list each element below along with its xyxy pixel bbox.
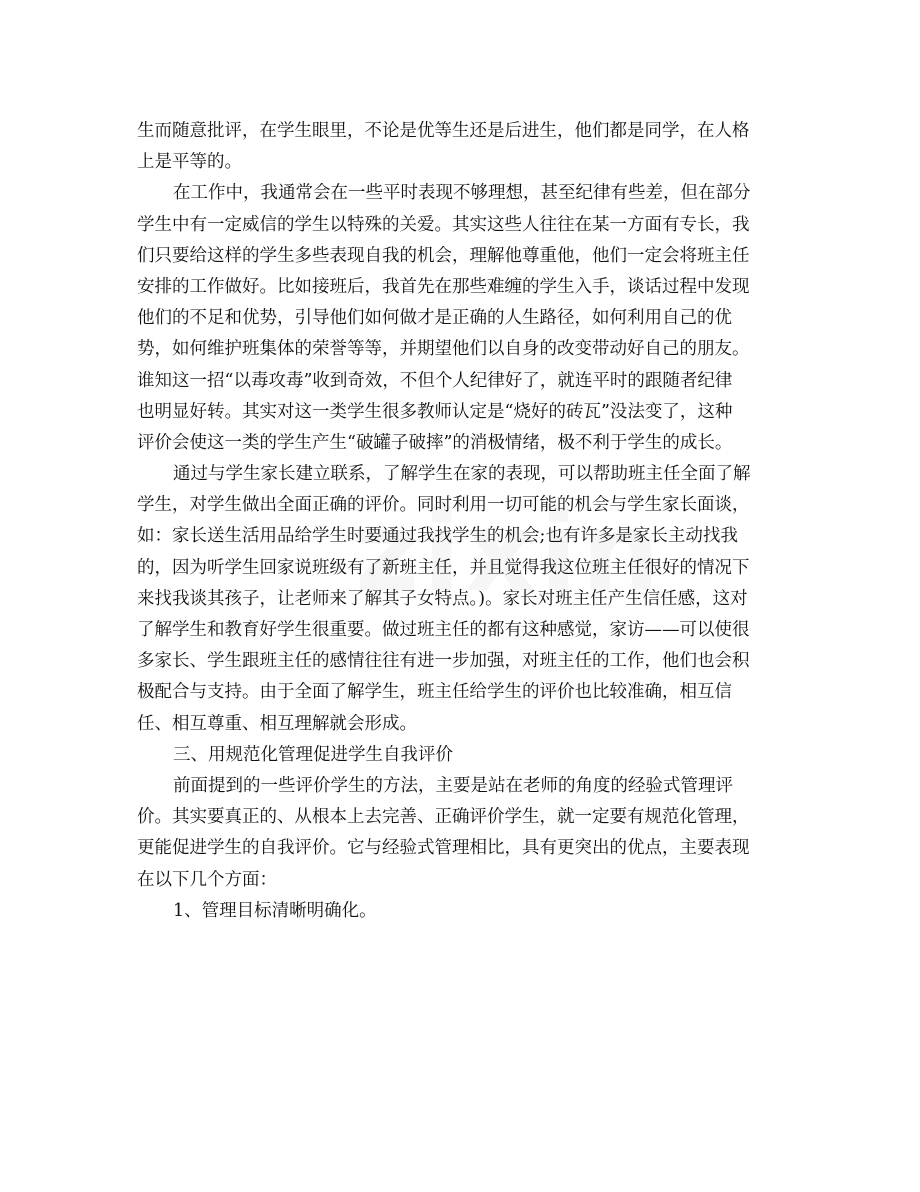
paragraph-start: 前面提到的一些评价学生的方法，主要是站在老师的角度的经验式管理评	[173, 775, 733, 796]
text-line: 们只要给这样的学生多些表现自我的机会，理解他尊重他，他们一定会将班主任	[137, 245, 750, 266]
list-item: 1、管理目标清晰明确化。	[173, 900, 377, 921]
text-line: 任、相互尊重、相互理解就会形成。	[137, 713, 417, 734]
text-line: 评价会使这一类的学生产生“破罐子破摔”的消极情绪，极不利于学生的成长。	[137, 432, 733, 453]
text-line: 极配合与支持。由于全面了解学生，班主任给学生的评价也比较准确，相互信	[137, 682, 732, 703]
text-line: 更能促进学生的自我评价。它与经验式管理相比，具有更突出的优点，主要表现	[137, 838, 750, 859]
text-line: 了解学生和教育好学生很重要。做过班主任的都有这种感觉，家访——可以使很	[137, 620, 750, 640]
text-line: 多家长、学生跟班主任的感情往往有进一步加强，对班主任的工作，他们也会积	[137, 651, 750, 672]
paragraph-start: 通过与学生家长建立联系，了解学生在家的表现，可以帮助班主任全面了解	[173, 464, 751, 485]
text-line: 学生，对学生做出全面正确的评价。同时利用一切可能的机会与学生家长面谈，	[137, 495, 750, 516]
text-line: 生而随意批评，在学生眼里，不论是优等生还是后进生，他们都是同学，在人格	[137, 121, 750, 141]
text-line: 安排的工作做好。比如接班后，我首先在那些难缠的学生入手，谈话过程中发现	[137, 276, 750, 297]
paragraph-start: 在工作中，我通常会在一些平时表现不够理想，甚至纪律有些差，但在部分	[173, 183, 751, 204]
text-line: 谁知这一招“以毒攻毒”收到奇效，不但个人纪律好了，就连平时的跟随者纪律	[137, 370, 733, 391]
text-line: 上是平等的。	[137, 152, 242, 173]
text-line: 如：家长送生活用品给学生时要通过我找学生的机会;也有许多是家长主动找我	[137, 526, 738, 547]
section-heading: 三、用规范化管理促进学生自我评价	[173, 744, 453, 765]
text-line: 他们的不足和优势，引导他们如何做才是正确的人生路径，如何利用自己的优	[137, 308, 732, 329]
text-line: 来找我谈其孩子，让老师来了解其子女特点。)。家长对班主任产生信任感，这对	[137, 588, 748, 609]
text-line: 在以下几个方面：	[137, 869, 277, 890]
text-line: 学生中有一定威信的学生以特殊的关爱。其实这些人往往在某一方面有专长，我	[137, 214, 750, 235]
text-line: 势，如何维护班集体的荣誉等等，并期望他们以自身的改变带动好自己的朋友。	[137, 339, 750, 360]
text-line: 也明显好转。其实对这一类学生很多教师认定是“烧好的砖瓦”没法变了，这种	[137, 401, 733, 422]
document-body	[137, 116, 782, 927]
text-line: 的，因为听学生回家说班级有了新班主任，并且觉得我这位班主任很好的情况下	[137, 557, 750, 578]
text-line: 价。其实要真正的、从根本上去完善、正确评价学生，就一定要有规范化管理，	[137, 807, 750, 828]
